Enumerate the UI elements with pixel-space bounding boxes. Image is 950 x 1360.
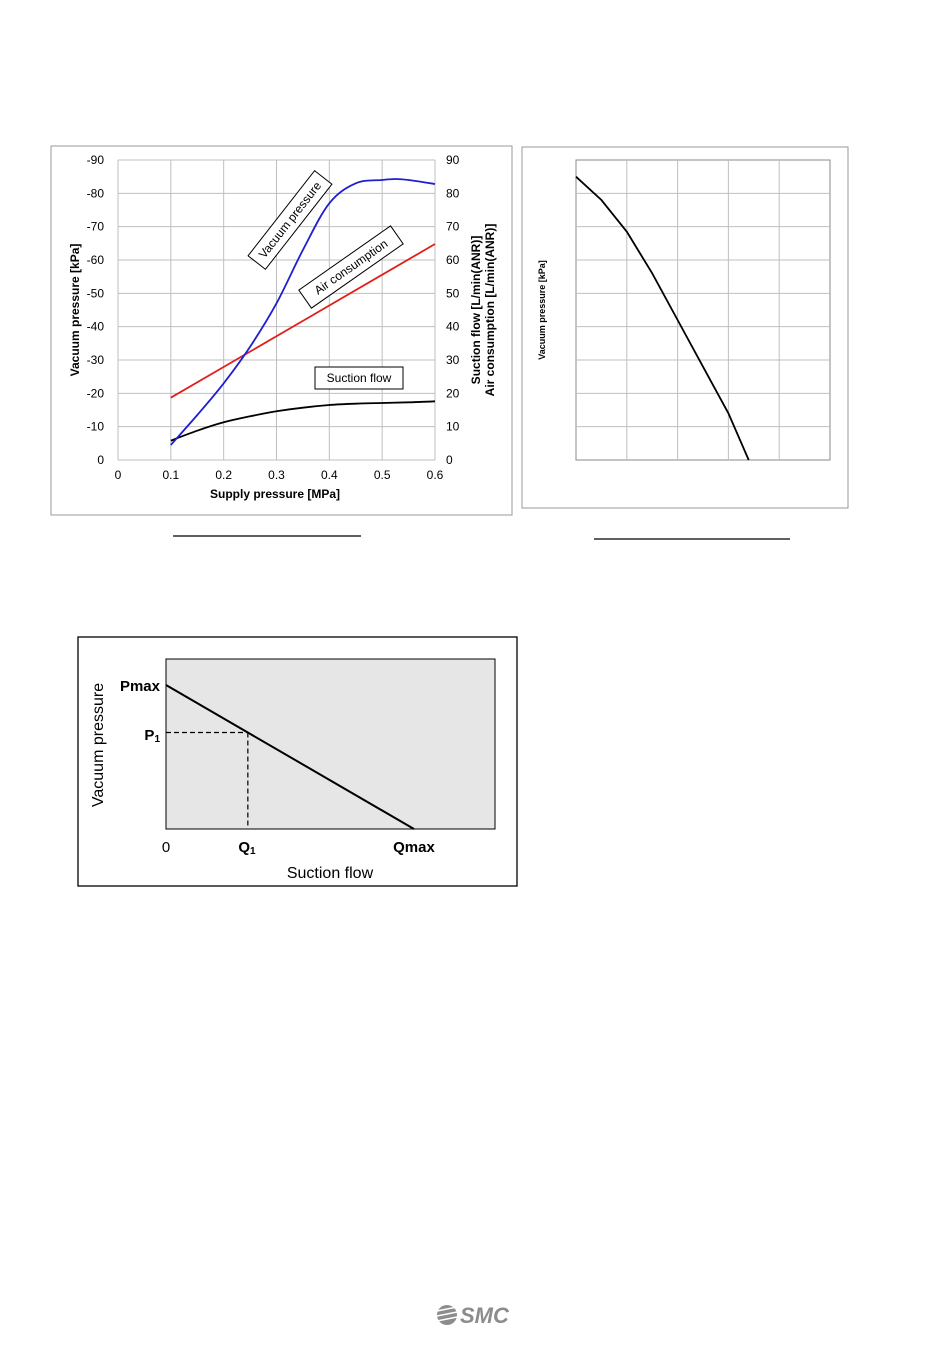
chart-1-y-tick-label: -20 [86, 386, 104, 401]
chart-1-y-tick-label: -70 [86, 219, 104, 234]
chart-1-y2-tick-label: 90 [446, 153, 460, 167]
chart-2-y-axis-label: Vacuum pressure [kPa] [537, 260, 547, 360]
chart-1-x-ticks [115, 468, 444, 482]
chart-1-x-tick-label: 0 [114, 468, 122, 482]
chart-1-y-axis-label: Vacuum pressure [kPa] [68, 243, 82, 377]
chart-1-y-tick-label: -80 [86, 186, 104, 201]
chart-3-plot-area [166, 659, 495, 829]
chart-1-y2-tick-label: 50 [446, 286, 460, 301]
chart-1-y-tick-label: -40 [86, 319, 104, 334]
chart-2-series-line [576, 177, 749, 460]
chart-1-y2-tick-label: 40 [446, 319, 460, 334]
chart-3-y-tick-p1: P1 [144, 727, 160, 745]
chart-3-y-tick-pmax: Pmax [119, 678, 160, 695]
chart-1-y-tick-label: -10 [86, 419, 104, 434]
chart-1-y-tick-label: -50 [86, 286, 104, 301]
chart-1-x-tick-label: 0.3 [268, 468, 285, 482]
chart-3-x-tick-qmax: Qmax [393, 839, 435, 856]
chart-3-x-tick-q1: Q1 [238, 839, 256, 857]
chart-1-y2-axis-label-line2: Air consumption [L/min(ANR)] [483, 223, 497, 397]
chart-1-y2-axis-label-line1: Suction flow [L/min(ANR)] [469, 235, 483, 385]
chart-2 [522, 147, 848, 508]
smc-logo-mark-icon [437, 1305, 457, 1325]
chart-1-x-tick-label: 0.2 [215, 468, 233, 482]
chart-1-y-tick-label: 0 [97, 453, 104, 467]
svg-text:Air consumption: Air consumption [311, 236, 391, 298]
chart-1-y-tick-label: -60 [86, 253, 104, 267]
chart-1-y-tick-label: -30 [86, 353, 104, 367]
chart-1-y2-tick-label: 10 [446, 419, 460, 434]
chart-3-x-axis-label: Suction flow [286, 865, 374, 882]
chart-2-plot-border [576, 160, 830, 460]
chart-1-x-tick-label: 0.6 [426, 468, 444, 482]
chart-1-y2-tick-label: 60 [446, 253, 460, 267]
chart-1-grid [118, 160, 435, 460]
smc-logo-text: SMC [460, 1303, 509, 1328]
series-label-air-consumption [299, 226, 403, 308]
chart-3 [78, 637, 517, 886]
chart-3-y-axis-label: Vacuum pressure [90, 682, 107, 808]
chart-1-x-tick-label: 0.1 [162, 468, 180, 482]
chart-1-x-tick-label: 0.4 [320, 468, 338, 482]
chart-1-x-tick-label: 0.5 [373, 468, 391, 482]
chart-1-y2-tick-label: 80 [446, 186, 460, 201]
svg-text:Vacuum pressure: Vacuum pressure [255, 178, 325, 262]
chart-2-frame [522, 147, 848, 508]
chart-1-y-ticks [87, 153, 105, 467]
series-label-suction-flow [315, 367, 403, 389]
smc-logo [437, 1303, 510, 1328]
chart-1-y2-ticks [446, 153, 460, 467]
chart-1 [51, 146, 512, 515]
chart-1-x-axis-label: Supply pressure [MPa] [209, 487, 341, 501]
chart-1-y-tick-label: -90 [86, 153, 104, 167]
chart-1-y2-tick-label: 20 [446, 386, 460, 401]
chart-2-series [576, 177, 749, 460]
chart-1-y2-tick-label: 0 [446, 453, 453, 467]
chart-2-grid [576, 160, 830, 460]
chart-1-y2-tick-label: 70 [446, 219, 460, 234]
chart-1-y2-tick-label: 30 [446, 353, 460, 367]
chart-3-x-tick-zero: 0 [161, 839, 171, 856]
svg-text:Suction flow: Suction flow [326, 371, 392, 385]
series-line-suction-flow [171, 401, 435, 440]
